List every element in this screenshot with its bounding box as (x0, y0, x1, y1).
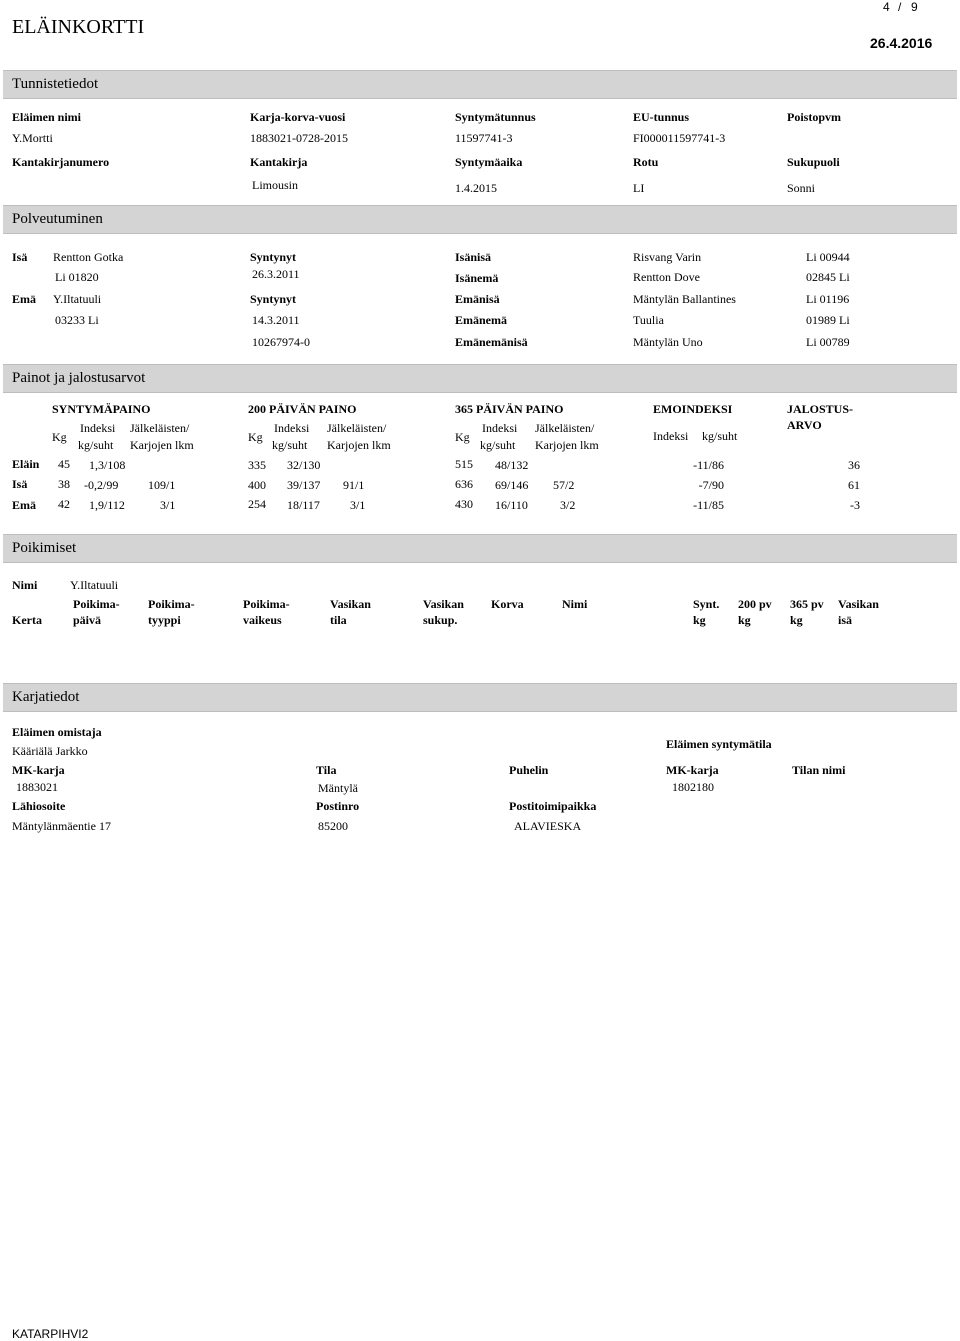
value-animal-name: Y.Mortti (12, 131, 53, 145)
dam-sire-id: Li 01196 (806, 292, 850, 306)
cell: 3/2 (560, 498, 576, 512)
cell: 36 (848, 458, 860, 472)
col-top: Vasikan (838, 597, 879, 611)
dam-extra-id: 10267974-0 (252, 335, 310, 349)
document-title: ELÄINKORTTI (12, 16, 145, 38)
col-top: Poikima- (243, 597, 290, 611)
value-mk-herd-2: 1802180 (672, 780, 714, 794)
value-post-office: ALAVIESKA (514, 819, 582, 833)
value-mk-herd: 1883021 (16, 780, 58, 794)
dam-sire-name: Mäntylän Ballantines (633, 292, 736, 306)
value-herd-ear-year: 1883021-0728-2015 (250, 131, 348, 145)
value-birth-id: 11597741-3 (455, 131, 513, 145)
cell: 18/117 (287, 498, 320, 512)
dam-id: 03233 Li (55, 313, 99, 327)
col-offspring: Jälkeläisten/ (130, 421, 190, 435)
sire-id: Li 01820 (55, 270, 99, 284)
col-index: Indeksi (653, 429, 689, 443)
cell: -0,2/99 (84, 478, 119, 492)
sire-sire-id: Li 00944 (806, 250, 850, 264)
label-dam-born: Syntynyt (250, 292, 297, 306)
group-birth-weight: SYNTYMÄPAINO (52, 402, 151, 416)
row-label-sire: Isä (12, 477, 28, 491)
col-top: Poikima- (73, 597, 120, 611)
dam-name: Y.Iltatuuli (53, 292, 102, 306)
cell: 38 (58, 477, 70, 491)
col-kg: Kg (248, 430, 263, 444)
label-eu-id: EU-tunnus (633, 110, 690, 124)
cell: 254 (248, 497, 266, 511)
col-offspring: Jälkeläisten/ (327, 421, 387, 435)
cell: 69/146 (495, 478, 529, 492)
col-top: Vasikan (423, 597, 464, 611)
label-postal-code: Postinro (316, 799, 360, 813)
label-dam-sire: Emänisä (455, 292, 500, 306)
value-eu-id: FI000011597741-3 (633, 131, 726, 145)
col-top: 200 pv (738, 597, 772, 611)
value-breed: LI (633, 181, 645, 195)
section-title: Poikimiset (12, 540, 77, 556)
sire-dam-id: 02845 Li (806, 270, 850, 284)
cell: 430 (455, 497, 473, 511)
section-title: Painot ja jalostusarvot (12, 370, 146, 386)
col-kgsuht: kg/suht (272, 438, 308, 452)
sire-born: 26.3.2011 (252, 267, 300, 281)
label-birth-farm: Eläimen syntymätila (666, 737, 772, 751)
col-bottom: tyyppi (148, 613, 181, 627)
col-top: 365 pv (790, 597, 824, 611)
cell: 3/1 (350, 498, 366, 512)
footer-code: KATARPIHVI2 (12, 1327, 89, 1341)
dam-born: 14.3.2011 (252, 313, 300, 327)
cell: 91/1 (343, 478, 365, 492)
col-top: Korva (491, 597, 524, 611)
label-phone: Puhelin (509, 763, 549, 777)
col-bottom: sukup. (423, 613, 458, 627)
cell: 636 (455, 477, 473, 491)
dam-dam-sire-id: Li 00789 (806, 335, 850, 349)
label-sex: Sukupuoli (787, 155, 840, 169)
cell: 515 (455, 457, 473, 471)
col-bottom: päivä (73, 613, 102, 627)
cell: 400 (248, 478, 266, 492)
group-200-day-weight: 200 PÄIVÄN PAINO (248, 402, 357, 416)
group-dam-index: EMOINDEKSI (653, 402, 733, 416)
col-time: Kerta (12, 613, 42, 627)
cell: 61 (848, 478, 860, 492)
label-sire: Isä (12, 250, 28, 264)
label-dam-dam-sire: Emänemänisä (455, 335, 528, 349)
col-top: Vasikan (330, 597, 371, 611)
col-kgsuht: kg/suht (78, 438, 114, 452)
col-top: Synt. (693, 597, 720, 611)
col-index: Indeksi (274, 421, 310, 435)
label-animal-name: Eläimen nimi (12, 110, 82, 124)
dam-dam-sire-name: Mäntylän Uno (633, 335, 703, 349)
cell: -11/85 (693, 498, 724, 512)
value-farm: Mäntylä (318, 781, 358, 795)
col-index: Indeksi (482, 421, 518, 435)
col-bottom: kg (790, 613, 803, 627)
cell: -7/90 (698, 478, 724, 492)
label-herd-ear-year: Karja-korva-vuosi (250, 110, 346, 124)
section-header-weights (3, 364, 957, 393)
cell: 1,9/112 (89, 498, 125, 512)
label-sire-born: Syntynyt (250, 250, 297, 264)
col-herds: Karjojen lkm (535, 438, 599, 452)
value-owner: Kääriälä Jarkko (12, 744, 88, 758)
dam-dam-id: 01989 Li (806, 313, 850, 327)
value-street-address: Mäntylänmäentie 17 (12, 819, 111, 833)
section-header-calvings (3, 534, 957, 563)
cell: 335 (248, 458, 266, 472)
print-date: 26.4.2016 (870, 35, 933, 51)
cell: 16/110 (495, 498, 528, 512)
value-sex: Sonni (787, 181, 816, 195)
row-label-animal: Eläin (12, 457, 40, 471)
cell: 42 (58, 497, 70, 511)
value-name: Y.Iltatuuli (70, 578, 119, 592)
section-header-pedigree (3, 205, 957, 234)
sire-dam-name: Rentton Dove (633, 270, 700, 284)
col-bottom: isä (838, 613, 853, 627)
col-bottom: kg (693, 613, 706, 627)
group-breeding-value-2: ARVO (787, 418, 822, 432)
sire-sire-name: Risvang Varin (633, 250, 702, 264)
cell: -3 (850, 498, 860, 512)
value-postal-code: 85200 (318, 819, 348, 833)
value-birth-date: 1.4.2015 (455, 181, 497, 195)
label-herdbook: Kantakirja (250, 155, 308, 169)
sire-name: Rentton Gotka (53, 250, 124, 264)
cell: 57/2 (553, 478, 575, 492)
label-owner: Eläimen omistaja (12, 725, 102, 739)
page-separator: / (898, 0, 902, 14)
section-title: Karjatiedot (12, 689, 80, 705)
page-total: 9 (911, 0, 918, 14)
label-name: Nimi (12, 578, 38, 592)
cell: -11/86 (693, 458, 724, 472)
col-kgsuht: kg/suht (702, 429, 738, 443)
col-index: Indeksi (80, 421, 116, 435)
label-breed: Rotu (633, 155, 659, 169)
col-top: Nimi (562, 597, 588, 611)
col-herds: Karjojen lkm (130, 438, 194, 452)
cell: 39/137 (287, 478, 321, 492)
col-kgsuht: kg/suht (480, 438, 516, 452)
col-bottom: vaikeus (243, 613, 282, 627)
label-birth-id: Syntymätunnus (455, 110, 536, 124)
section-header-herd (3, 683, 957, 712)
page-current: 4 (883, 0, 890, 14)
label-dam-dam: Emänemä (455, 313, 507, 327)
label-sire-sire: Isänisä (455, 250, 492, 264)
section-header-identification (3, 70, 957, 99)
cell: 48/132 (495, 458, 529, 472)
col-herds: Karjojen lkm (327, 438, 391, 452)
label-dam: Emä (12, 292, 36, 306)
cell: 45 (58, 457, 70, 471)
group-breeding-value: JALOSTUS- (787, 402, 854, 416)
dam-dam-name: Tuulia (633, 313, 664, 327)
label-sire-dam: Isänemä (455, 271, 499, 285)
cell: 109/1 (148, 478, 176, 492)
col-bottom: kg (738, 613, 751, 627)
label-herdbook-number: Kantakirjanumero (12, 155, 110, 169)
group-365-day-weight: 365 PÄIVÄN PAINO (455, 402, 564, 416)
col-bottom: tila (330, 613, 347, 627)
label-farm: Tila (316, 763, 337, 777)
row-label-dam: Emä (12, 498, 36, 512)
label-birth-date: Syntymäaika (455, 155, 523, 169)
col-kg: Kg (52, 430, 67, 444)
value-herdbook: Limousin (252, 178, 299, 192)
col-kg: Kg (455, 430, 470, 444)
cell: 3/1 (160, 498, 176, 512)
section-title: Tunnistetiedot (12, 76, 99, 92)
col-top: Poikima- (148, 597, 195, 611)
section-title: Polveutuminen (12, 211, 103, 227)
label-farm-name: Tilan nimi (792, 763, 846, 777)
col-offspring: Jälkeläisten/ (535, 421, 595, 435)
label-mk-herd-2: MK-karja (666, 763, 719, 777)
label-mk-herd: MK-karja (12, 763, 65, 777)
label-street-address: Lähiosoite (12, 799, 66, 813)
label-post-office: Postitoimipaikka (509, 799, 597, 813)
label-removal-date: Poistopvm (787, 110, 841, 124)
cell: 1,3/108 (89, 458, 126, 472)
cell: 32/130 (287, 458, 321, 472)
